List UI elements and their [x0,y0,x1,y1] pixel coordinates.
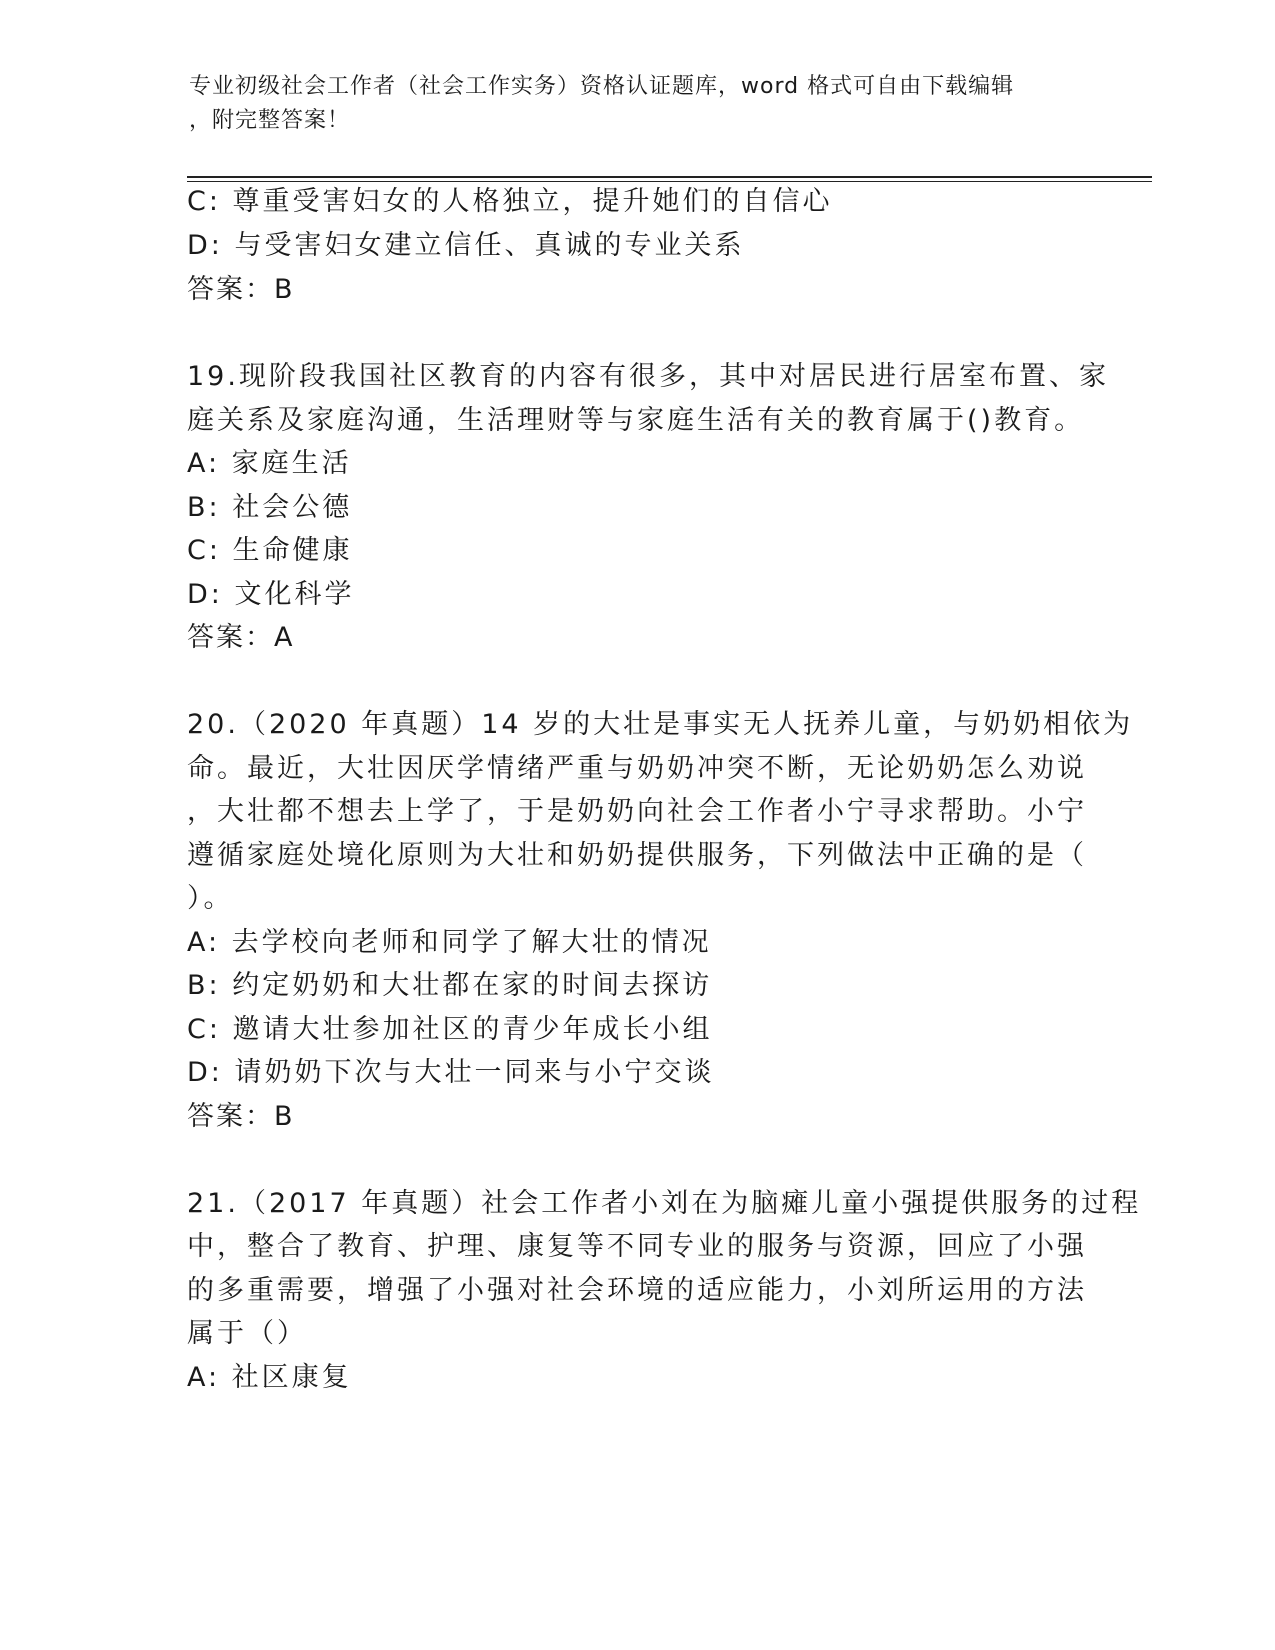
q21-stem-line-3: 的多重需要，增强了小强对社会环境的适应能力，小刘所运用的方法 [187,1275,1087,1306]
q18-answer: 答案：B [187,274,295,305]
q19-stem-line-1: 19.现阶段我国社区教育的内容有很多，其中对居民进行居室布置、家 [187,361,1109,392]
q19-option-a: A: 家庭生活 [187,448,352,479]
q21-option-a: A: 社区康复 [187,1362,352,1393]
q19-option-c: C: 生命健康 [187,535,353,566]
q21-stem-line-4: 属于（） [187,1318,307,1349]
q20-option-a: A: 去学校向老师和同学了解大壮的情况 [187,927,712,958]
q19-stem-line-2: 庭关系及家庭沟通，生活理财等与家庭生活有关的教育属于()教育。 [187,405,1085,436]
q20-stem-line-2: 命。最近，大壮因厌学情绪严重与奶奶冲突不断，无论奶奶怎么劝说 [187,753,1087,784]
q20-option-c: C: 邀请大壮参加社区的青少年成长小组 [187,1014,713,1045]
page-header [189,70,1069,138]
q19-option-b: B: 社会公德 [187,492,353,523]
header-line-2: ，附完整答案！ [189,108,351,133]
q20-answer: 答案：B [187,1101,295,1132]
q20-option-b: B: 约定奶奶和大壮都在家的时间去探访 [187,970,713,1001]
q18-option-c: C: 尊重受害妇女的人格独立，提升她们的自信心 [187,186,833,217]
q21-stem-line-2: 中，整合了教育、护理、康复等不同专业的服务与资源，回应了小强 [187,1231,1087,1262]
q19-answer: 答案：A [187,622,295,653]
q21-stem-line-1: 21.（2017 年真题）社会工作者小刘在为脑瘫儿童小强提供服务的过程 [187,1188,1142,1219]
q19-option-d: D: 文化科学 [187,579,355,610]
q18-option-d: D: 与受害妇女建立信任、真诚的专业关系 [187,230,745,261]
q20-stem-line-4: 遵循家庭处境化原则为大壮和奶奶提供服务，下列做法中正确的是（ [187,840,1087,871]
q20-option-d: D: 请奶奶下次与大壮一同来与小宁交谈 [187,1057,715,1088]
q20-stem-line-5: ）。 [187,883,234,914]
q20-stem-line-3: ，大壮都不想去上学了，于是奶奶向社会工作者小宁寻求帮助。小宁 [187,796,1087,827]
header-line-1: 专业初级社会工作者（社会工作实务）资格认证题库，word 格式可自由下载编辑 [189,74,1015,99]
q20-stem-line-1: 20.（2020 年真题）14 岁的大壮是事实无人抚养儿童，与奶奶相依为 [187,709,1134,740]
